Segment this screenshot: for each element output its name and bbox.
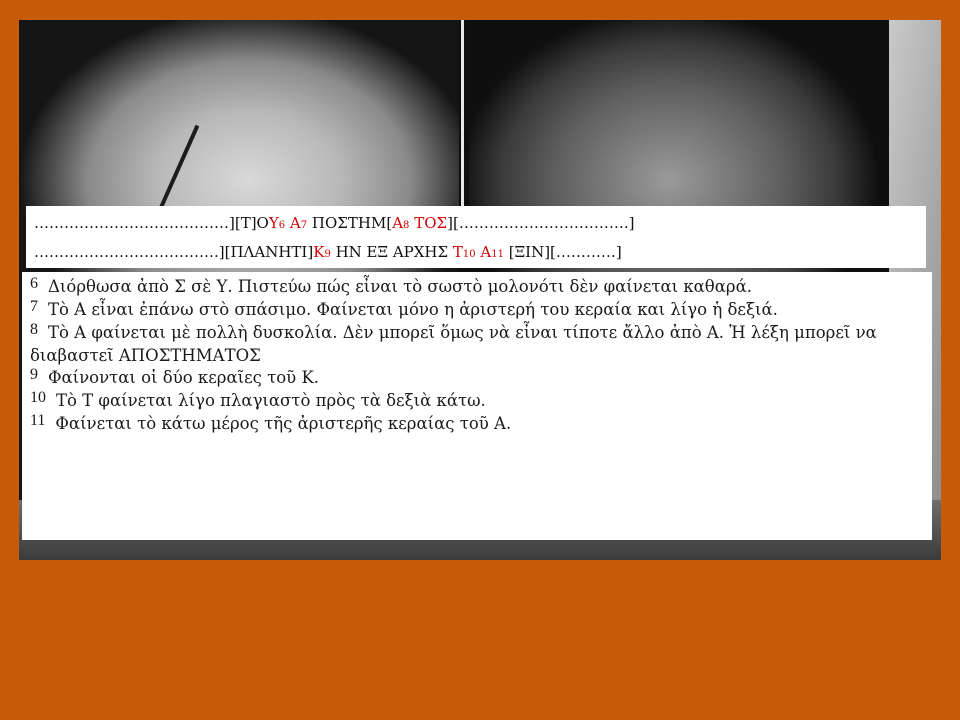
line2-kappa: Κ9 <box>313 243 331 261</box>
footnote-8: 8 Τὸ Α φαίνεται μὲ πολλὴ δυσκολία. Δὲν μπορεῖ ὅμως νὰ εἶναι τίποτε ἄλλο ἀπὸ Α. Ἡ λέξη μπορεῖ να διαβαστεῖ ΑΠΟΣΤΗΜΑΤΟΣ <box>30 321 877 365</box>
line1-mid: ΠΟΣΤΗΜ[ <box>307 214 393 232</box>
line1-alpha: Α7 <box>289 214 308 232</box>
footnotes <box>22 272 932 540</box>
line2-tau-alpha: Τ10 Α11 <box>452 243 504 261</box>
transcription-line-1 <box>34 210 918 239</box>
line1-prefix: …………………………………][Τ]Ο <box>34 214 269 232</box>
footnote-9: 9 Φαίνονται οἱ δύο κεραῖες τοῦ Κ. <box>30 366 320 387</box>
transcription-box <box>26 206 926 268</box>
footnote-7: 7 Τὸ Α εἶναι ἐπάνω στὸ σπάσιμο. Φαίνεται μόνο η ἀριστερή του κεραία και λίγο ἡ δεξιά. <box>30 298 778 319</box>
photo-divider <box>461 20 464 220</box>
line1-suffix: ][…………………………….] <box>447 214 635 232</box>
line2-prefix: ……………………………….][ΠΛΑΝΗΤΙ] <box>34 243 314 261</box>
transcription-line-2 <box>34 239 918 268</box>
line2-suffix: [ΞΙΝ][…………] <box>503 243 622 261</box>
line1-alpha8: Α8 ΤΟΣ <box>392 214 448 232</box>
footnote-11: 11 Φαίνεται τὸ κάτω μέρος τῆς ἀριστερῆς κεραίας τοῦ Α. <box>30 412 512 433</box>
footnote-10: 10 Τὸ Τ φαίνεται λίγο πλαγιαστὸ πρὸς τὰ δεξιὰ κάτω. <box>30 389 486 410</box>
line2-mid: ΗΝ ΕΞ ΑΡΧΗΣ <box>330 243 453 261</box>
line1-ypsilon: Υ6 <box>268 214 286 232</box>
footnote-6: 6 Διόρθωσα ἀπὸ Σ σὲ Υ. Πιστεύω πώς εἶναι τὸ σωστὸ μολονότι δὲν φαίνεται καθαρά. <box>30 275 752 296</box>
